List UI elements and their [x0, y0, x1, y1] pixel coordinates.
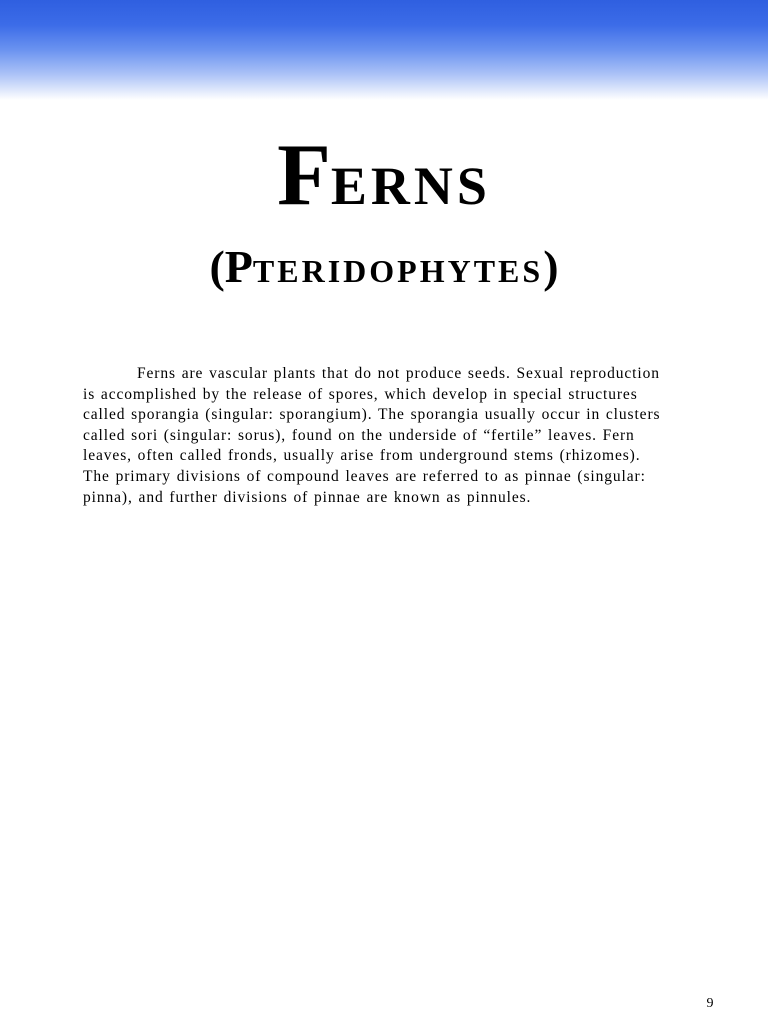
page-title-initial: F — [277, 127, 331, 224]
body-paragraph — [83, 364, 705, 508]
page-subtitle-rest: TERIDOPHYTES — [252, 253, 544, 289]
paragraph-line: pinna), and further divisions of pinnae are known as pinnules. — [83, 488, 532, 506]
page-title — [0, 127, 768, 224]
paragraph-line: The primary divisions of compound leaves are referred to as pinnae (singular: — [83, 467, 646, 485]
page-subtitle-initial: P — [224, 241, 253, 292]
paragraph-line: leaves, often called fronds, usually arise from underground stems (rhizomes). — [83, 447, 641, 465]
page-title-rest: ERNS — [330, 156, 491, 216]
page-subtitle — [0, 241, 768, 292]
page-number: 9 — [706, 996, 714, 1011]
paragraph-line: called sporangia (singular: sporangium). The sporangia usually occur in clusters — [83, 406, 661, 424]
header-gradient-band — [0, 0, 768, 100]
page-subtitle-close-paren: ) — [543, 241, 559, 292]
page-subtitle-open-paren: ( — [209, 241, 225, 292]
paragraph-line: is accomplished by the release of spores, which develop in special structures — [83, 385, 638, 403]
paragraph-line: called sori (singular: sorus), found on the underside of “fertile” leaves. Fern — [83, 426, 635, 444]
paragraph-line: Ferns are vascular plants that do not produce seeds. Sexual reproduction — [137, 365, 660, 382]
